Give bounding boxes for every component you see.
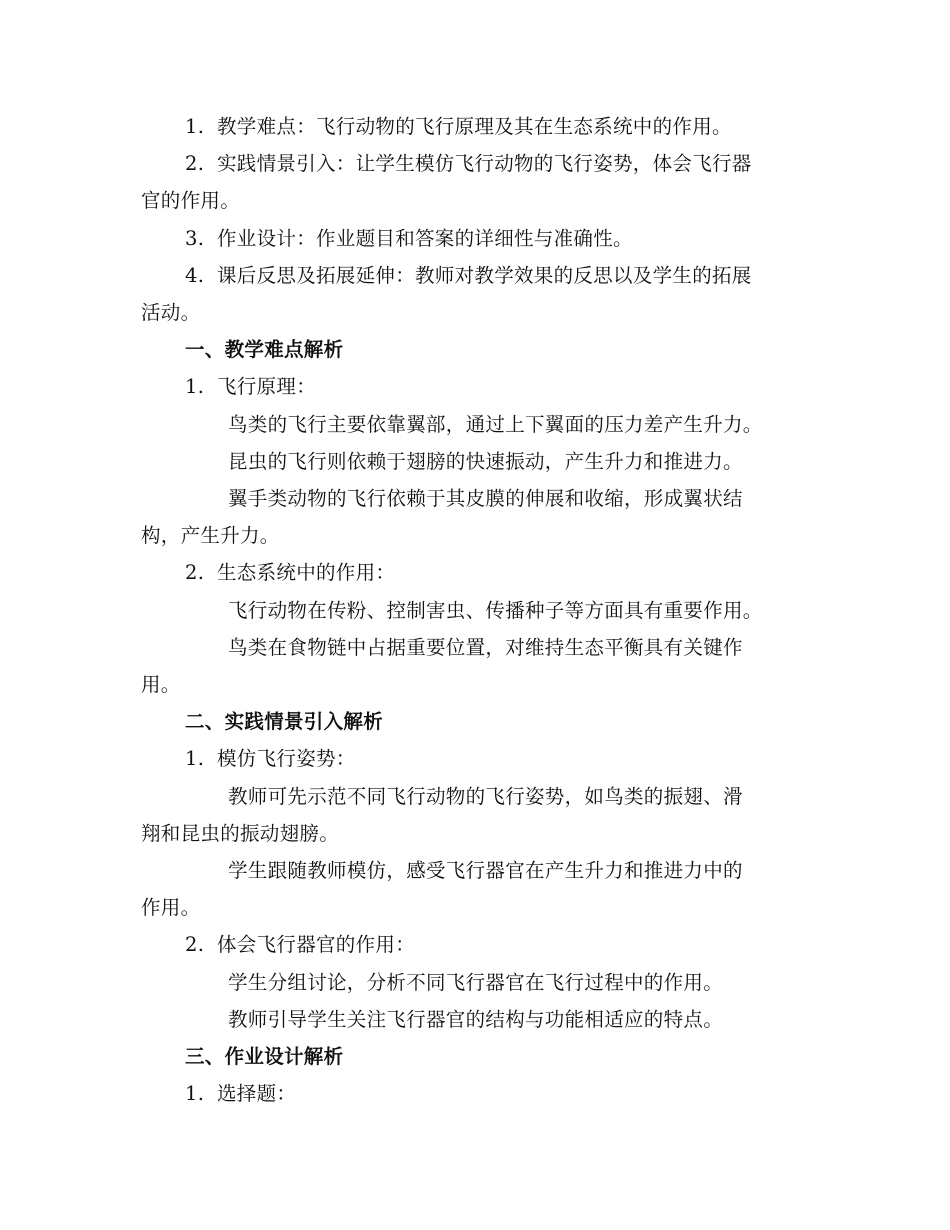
summary-item-2-continuation: 官的作用。 [141, 189, 241, 213]
section1-paragraph-3-continuation: 构，产生升力。 [141, 524, 280, 548]
section1-item-2 [141, 554, 811, 591]
summary-item-4 [141, 257, 811, 294]
item-number: 3. [185, 226, 205, 250]
summary-item-3 [141, 220, 811, 257]
section1-paragraph-3: 翼手类动物的飞行依赖于其皮膜的伸展和收缩，形成翼状结 [228, 487, 743, 511]
section2-paragraph-4: 教师引导学生关注飞行器官的结构与功能相适应的特点。 [228, 1007, 724, 1031]
item-text: 作业设计：作业题目和答案的详细性与准确性。 [217, 226, 633, 250]
section2-paragraph-2-continuation: 作用。 [141, 896, 201, 920]
section-heading-2: 二、实践情景引入解析 [185, 710, 384, 734]
section1-item-1 [141, 368, 811, 405]
summary-item-2 [141, 145, 811, 182]
section1-paragraph-5-continuation: 用。 [141, 673, 181, 697]
item-number: 2. [185, 152, 205, 176]
item-text: 飞行原理： [217, 375, 317, 399]
item-number: 2. [185, 933, 205, 957]
document-body [141, 108, 811, 1112]
section2-paragraph-3: 学生分组讨论，分析不同飞行器官在飞行过程中的作用。 [228, 970, 724, 994]
section2-paragraph-1-continuation: 翔和昆虫的振动翅膀。 [141, 821, 340, 845]
section1-paragraph-4: 飞行动物在传粉、控制害虫、传播种子等方面具有重要作用。 [228, 598, 763, 622]
summary-item-4-continuation: 活动。 [141, 301, 201, 325]
item-number: 1. [185, 115, 205, 138]
item-text: 选择题： [217, 1082, 297, 1106]
section-heading-1: 一、教学难点解析 [185, 338, 344, 362]
item-number: 1. [185, 375, 205, 399]
section-heading-3: 三、作业设计解析 [185, 1045, 344, 1069]
section1-paragraph-2: 昆虫的飞行则依赖于翅膀的快速振动，产生升力和推进力。 [228, 449, 743, 473]
section2-paragraph-2: 学生跟随教师模仿，感受飞行器官在产生升力和推进力中的 [228, 859, 743, 883]
section2-item-2 [141, 926, 811, 963]
section2-paragraph-1: 教师可先示范不同飞行动物的飞行姿势，如鸟类的振翅、滑 [228, 784, 743, 808]
item-text: 体会飞行器官的作用： [217, 933, 416, 957]
item-number: 1. [185, 747, 205, 771]
item-text: 教学难点：飞行动物的飞行原理及其在生态系统中的作用。 [217, 115, 732, 138]
section3-item-1 [141, 1075, 811, 1112]
item-text: 课后反思及拓展延伸：教师对教学效果的反思以及学生的拓展 [217, 263, 752, 287]
item-number: 1. [185, 1082, 205, 1106]
item-number: 2. [185, 561, 205, 585]
item-text: 模仿飞行姿势： [217, 747, 356, 771]
section1-paragraph-1: 鸟类的飞行主要依靠翼部，通过上下翼面的压力差产生升力。 [228, 412, 763, 436]
section1-paragraph-5: 鸟类在食物链中占据重要位置，对维持生态平衡具有关键作 [228, 635, 743, 659]
item-text: 生态系统中的作用： [217, 561, 396, 585]
item-number: 4. [185, 263, 205, 287]
section2-item-1 [141, 740, 811, 777]
summary-item-1 [141, 108, 811, 145]
item-text: 实践情景引入：让学生模仿飞行动物的飞行姿势，体会飞行器 [217, 152, 752, 176]
